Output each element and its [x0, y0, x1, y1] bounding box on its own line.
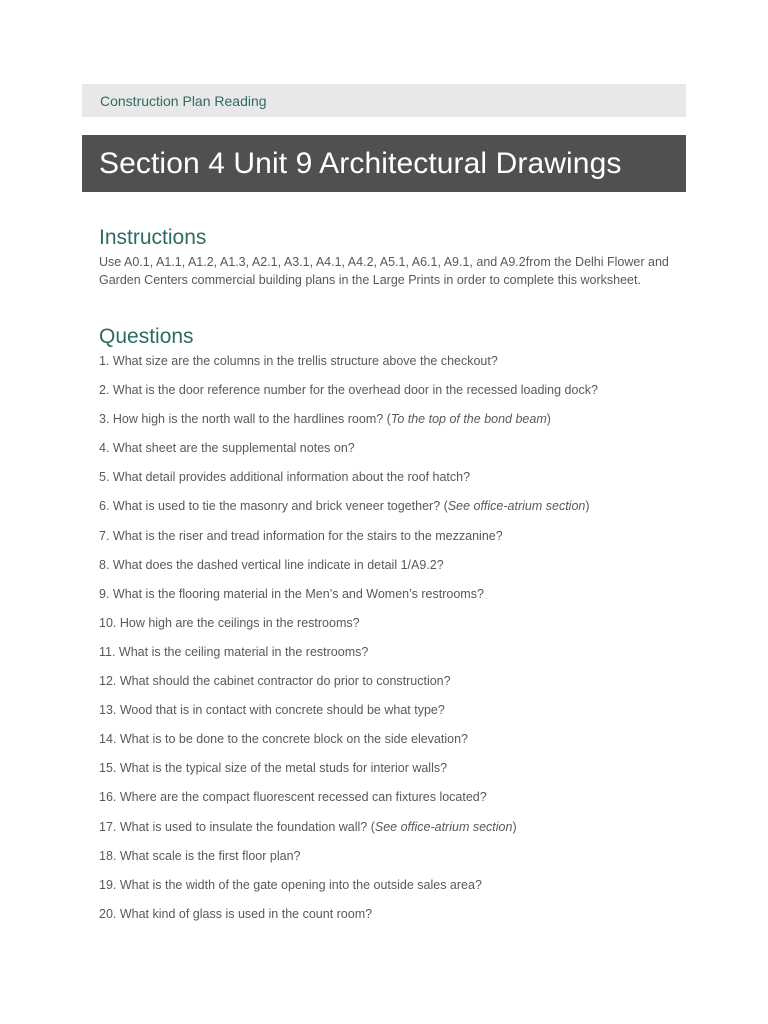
instructions-heading: Instructions: [99, 226, 207, 249]
question-item: 18. What scale is the first floor plan?: [99, 848, 301, 863]
question-item: 10. How high are the ceilings in the restrooms?: [99, 615, 360, 630]
questions-section: [99, 325, 679, 935]
question-item: 1. What size are the columns in the trellis structure above the checkout?: [99, 354, 498, 368]
question-item: 3. How high is the north wall to the hardlines room? (To the top of the bond beam): [99, 412, 551, 427]
questions-list: [99, 353, 679, 935]
question-note: See office-atrium section: [447, 499, 586, 514]
course-header-bar: [82, 84, 686, 117]
question-item: 6. What is used to tie the masonry and brick veneer together? (See office-atrium section): [99, 499, 590, 514]
question-item: 5. What detail provides additional information about the roof hatch?: [99, 470, 471, 485]
title-banner: [82, 135, 686, 192]
question-item: 13. Wood that is in contact with concrete should be what type?: [99, 703, 445, 718]
page-title: Section 4 Unit 9 Architectural Drawings: [99, 146, 622, 180]
question-item: 8. What does the dashed vertical line indicate in detail 1/A9.2?: [99, 557, 444, 572]
question-item: 4. What sheet are the supplemental notes on?: [99, 441, 355, 456]
instructions-line-2: Garden Centers commercial building plans in the Large Prints in order to complete this worksheet.: [99, 273, 641, 287]
question-item: 20. What kind of glass is used in the count room?: [99, 906, 373, 921]
question-item: 14. What is to be done to the concrete block on the side elevation?: [99, 732, 468, 747]
question-item: 15. What is the typical size of the metal studs for interior walls?: [99, 761, 448, 776]
question-item: 9. What is the flooring material in the Men’s and Women’s restrooms?: [99, 586, 484, 601]
instructions-section: [99, 226, 679, 289]
instructions-line-1: Use A0.1, A1.1, A1.2, A1.3, A2.1, A3.1, A4.1, A4.2, A5.1, A6.1, A9.1, and A9.2from the Delhi Flower and: [99, 255, 669, 269]
question-item: 19. What is the width of the gate opening into the outside sales area?: [99, 877, 482, 892]
question-note: See office-atrium section: [374, 819, 513, 834]
question-item: 17. What is used to insulate the foundation wall? (See office-atrium section): [99, 819, 517, 834]
question-item: 2. What is the door reference number for the overhead door in the recessed loading dock?: [99, 383, 598, 398]
question-item: 7. What is the riser and tread information for the stairs to the mezzanine?: [99, 528, 503, 543]
question-item: 12. What should the cabinet contractor do prior to construction?: [99, 674, 451, 689]
question-note: To the top of the bond beam: [390, 412, 547, 427]
question-item: 11. What is the ceiling material in the restrooms?: [99, 644, 369, 659]
question-item: 16. Where are the compact fluorescent recessed can fixtures located?: [99, 790, 487, 805]
course-name: Construction Plan Reading: [100, 92, 267, 109]
questions-heading: Questions: [99, 325, 194, 348]
instructions-text: [99, 253, 679, 289]
